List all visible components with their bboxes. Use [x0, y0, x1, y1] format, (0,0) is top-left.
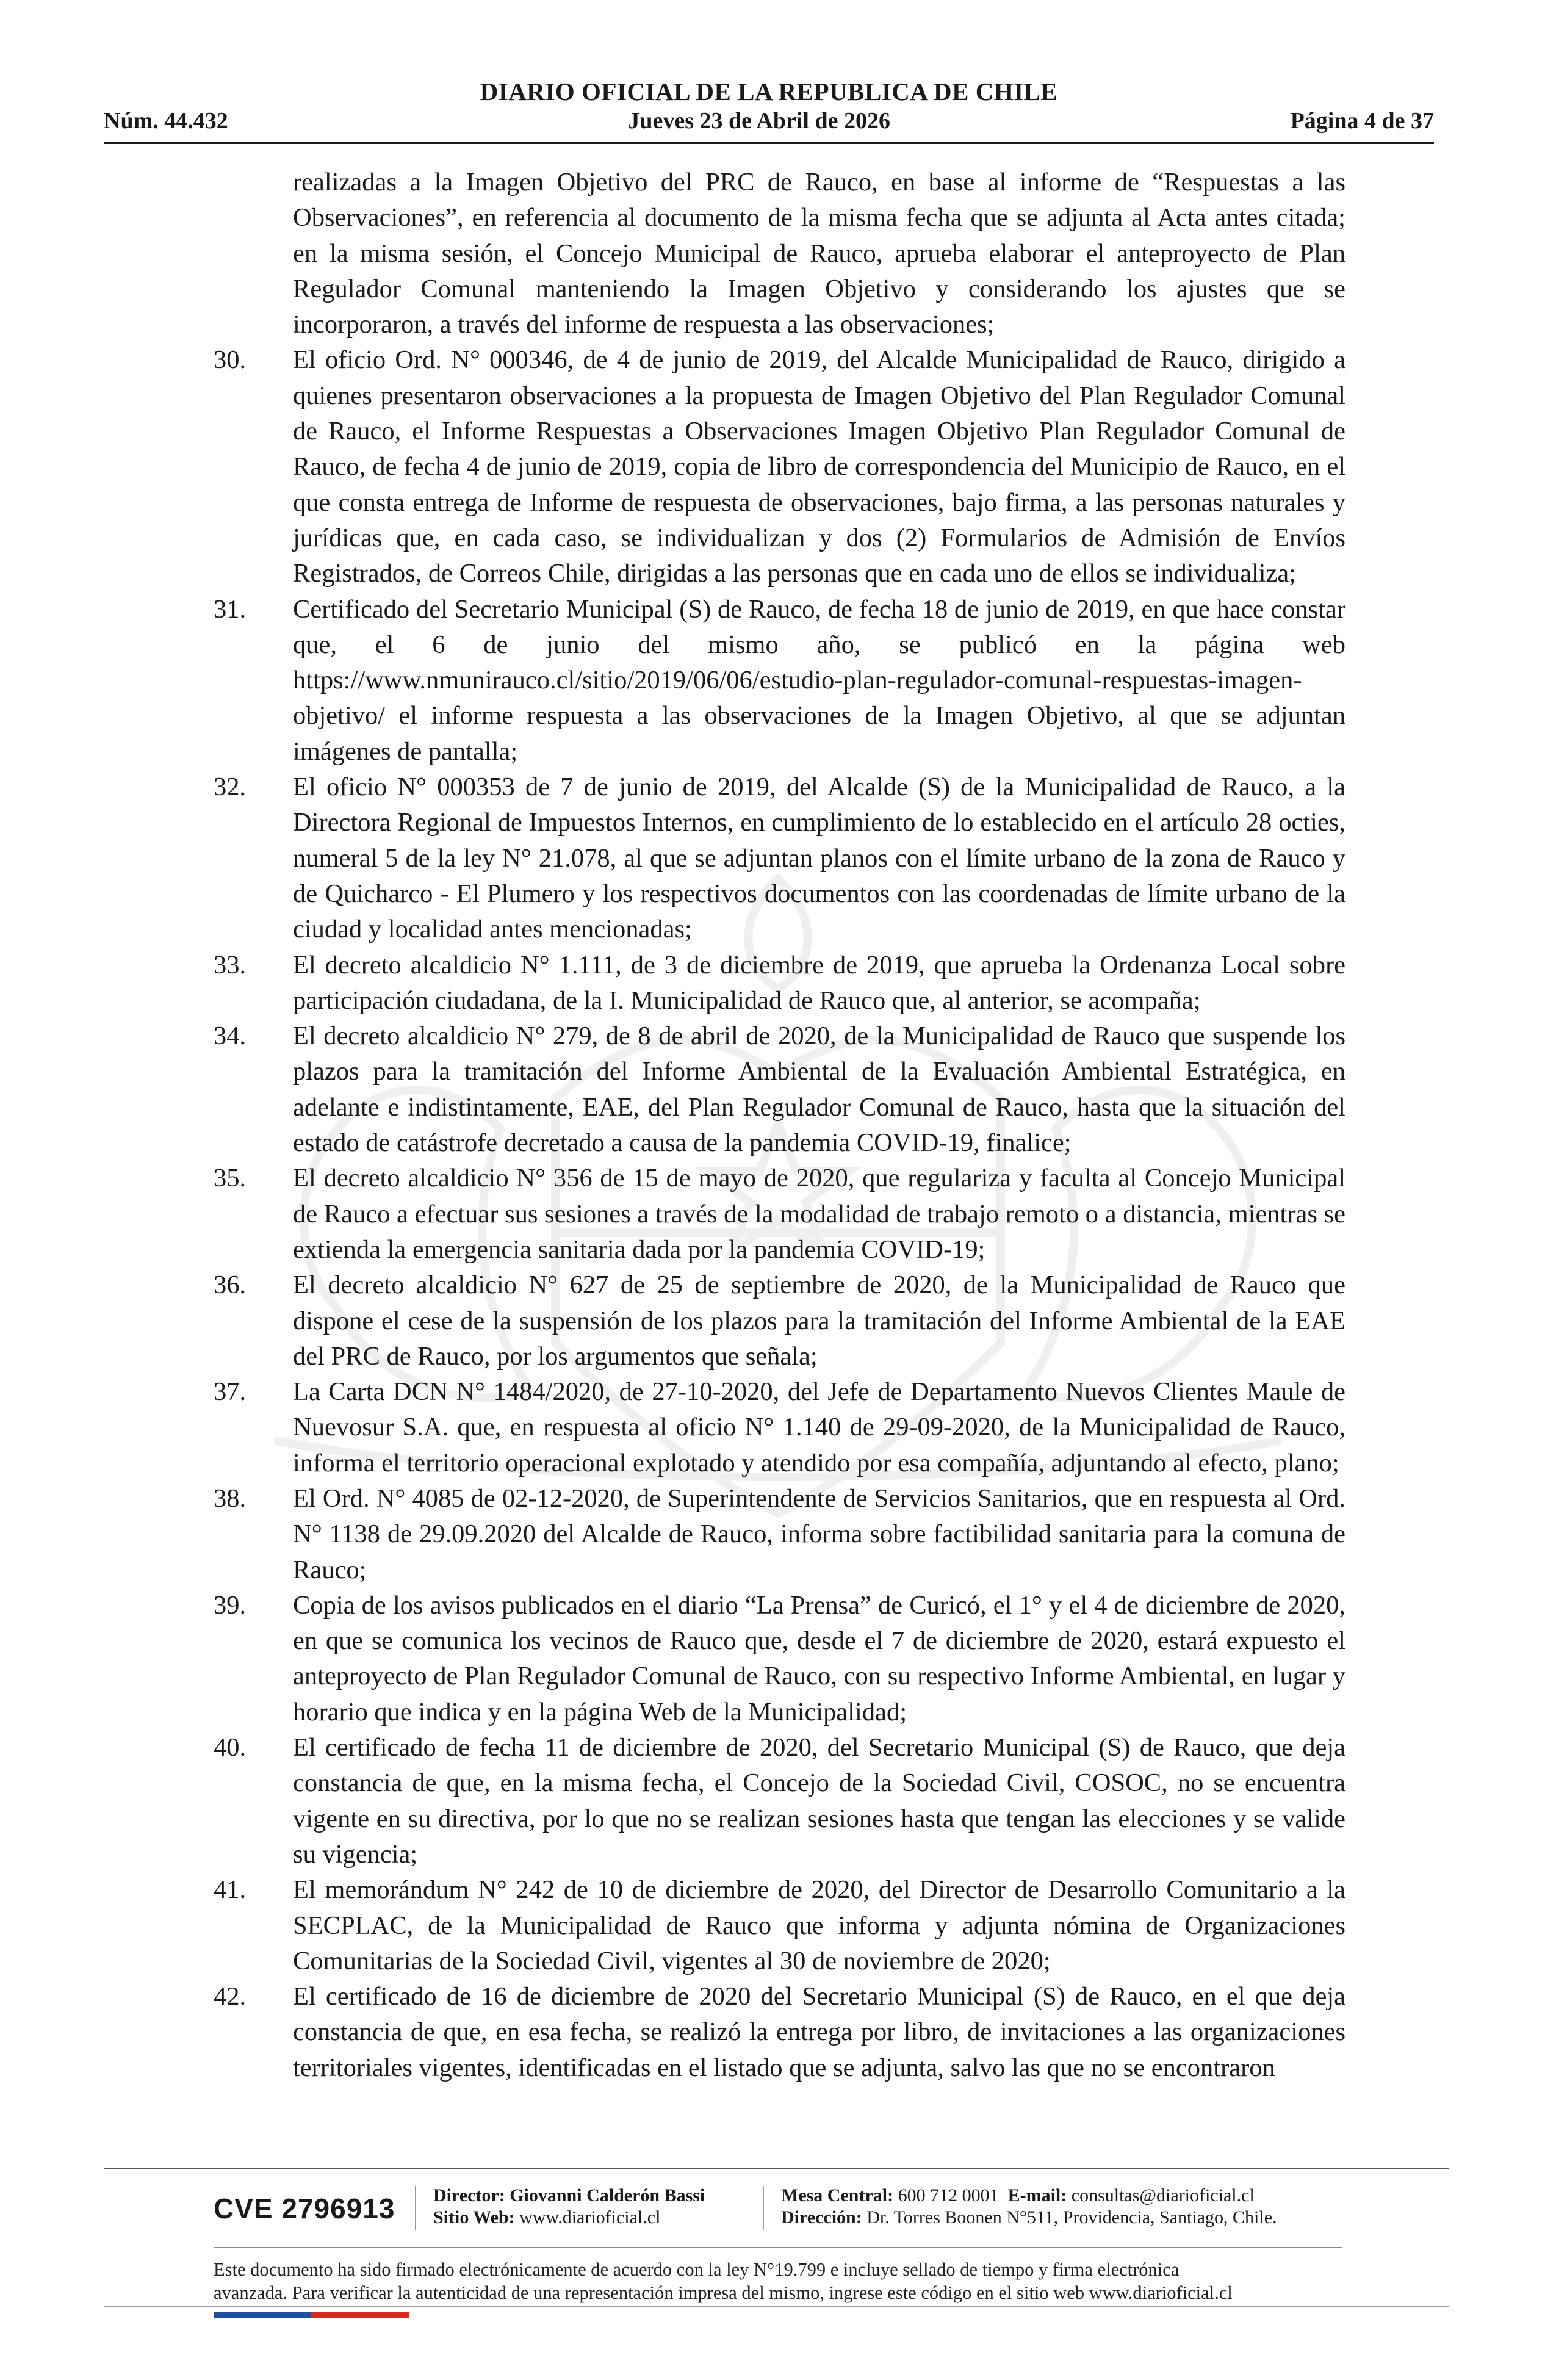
item-number: 33. — [214, 950, 247, 979]
footer-contact-block — [781, 2185, 1277, 2229]
director-label: Director: — [433, 2185, 505, 2205]
list-item — [214, 1268, 1345, 1374]
flag-blue — [214, 2312, 311, 2318]
phone-number: 600 712 0001 — [898, 2185, 999, 2205]
item-text: El certificado de 16 de diciembre de 2020 del Secretario Municipal (S) de Rauco, en el que deja constancia de que, en esa fecha, se realizó la entrega por libro, de invitaciones a las organizaciones territoriales vigentes, identificadas en el listado que se adjunta, salvo las que no se encontraron — [293, 1982, 1345, 2082]
list-item — [214, 1374, 1345, 1481]
footer-director-block — [433, 2185, 705, 2229]
item-number: 37. — [214, 1377, 247, 1407]
director-name: Giovanni Calderón Bassi — [510, 2185, 705, 2205]
flag-red — [311, 2312, 409, 2318]
flag-stripe — [214, 2312, 409, 2318]
site-url[interactable]: www.diarioficial.cl — [519, 2207, 661, 2227]
issue-date: Jueves 23 de Abril de 2026 — [628, 108, 890, 134]
item-number: 38. — [214, 1484, 247, 1513]
item-text: El decreto alcaldicio N° 279, de 8 de abril de 2020, de la Municipalidad de Rauco que suspende los plazos para la tramitación del Informe Ambiental de la Evaluación Ambiental Estratégica, en adelante e indistintamente, EAE, del Plan Regulador Comunal de Rauco, hasta que la situación del estado de catástrofe decretado a causa de la pandemia COVID-19, finalice; — [293, 1022, 1345, 1158]
footer-divider — [415, 2186, 416, 2230]
phone-label: Mesa Central: — [781, 2185, 894, 2205]
item-text: El oficio N° 000353 de 7 de junio de 2019, del Alcalde (S) de la Municipalidad de Rauco, a la Directora Regional de Impuestos Internos, en cumplimiento de lo establecido en el artículo 28 octies, numeral 5 de la ley N° 21.078, al que se adjuntan planos con el límite urbano de la zona de Rauco y de Quicharco - El Plumero y los respectivos documentos con las coordenadas de límite urbano de la ciudad y localidad antes mencionadas; — [293, 773, 1345, 944]
list-item — [214, 1979, 1345, 2086]
item-text: El certificado de fecha 11 de diciembre de 2020, del Secretario Municipal (S) de Rauco, que deja constancia de que, en la misma fecha, el Concejo de la Sociedad Civil, COSOC, no se encuentra vigente en su directiva, por lo que no se realizan sesiones hasta que tengan las elecciones y se valide su vigencia; — [293, 1733, 1345, 1869]
document-body — [214, 165, 1345, 2086]
page-number: Página 4 de 37 — [1290, 108, 1434, 134]
item-text: Copia de los avisos publicados en el diario “La Prensa” de Curicó, el 1° y el 4 de diciembre de 2020, en que se comunica los vecinos de Rauco que, desde el 7 de diciembre de 2020, estará expuesto el anteproyecto de Plan Regulador Comunal de Rauco, con su respectivo Informe Ambiental, en lugar y horario que indica y en la página Web de la Municipalidad; — [293, 1590, 1345, 1726]
list-item — [214, 770, 1345, 947]
item-text: La Carta DCN N° 1484/2020, de 27-10-2020, del Jefe de Departamento Nuevos Clientes Maule de Nuevosur S.A. que, en respuesta al oficio N° 1.140 de 29-09-2020, de la Municipalidad de Rauco, informa el territorio operacional explotado y atendido por esa compañía, adjuntando al efecto, plano; — [293, 1377, 1345, 1477]
item-text: El decreto alcaldicio N° 1.111, de 3 de diciembre de 2019, que aprueba la Ordenanza Local sobre participación ciudadana, de la I. Municipalidad de Rauco que, al anterior, se acompaña; — [293, 950, 1345, 1015]
list-item — [214, 1588, 1345, 1730]
list-item — [214, 342, 1345, 591]
intro-paragraph: realizadas a la Imagen Objetivo del PRC de Rauco, en base al informe de “Respuestas a las Observaciones”, en referencia al documento de la misma fecha que se adjunta al Acta antes citada; en la misma sesión, el Concejo Municipal de Rauco, aprueba elaborar el anteproyecto de Plan Regulador Comunal manteniendo la Imagen Objetivo y considerando los ajustes que se incorporaron, a través del informe de respuesta a las observaciones; — [293, 168, 1345, 339]
site-label: Sitio Web: — [433, 2207, 515, 2227]
signature-notice — [214, 2258, 1373, 2304]
list-item — [214, 1481, 1345, 1588]
list-item — [214, 948, 1345, 1019]
cve-code: CVE 2796913 — [214, 2193, 395, 2224]
item-number: 31. — [214, 594, 247, 624]
masthead: DIARIO OFICIAL DE LA REPUBLICA DE CHILE — [480, 78, 1058, 106]
item-text: El Ord. N° 4085 de 02-12-2020, de Superintendente de Servicios Sanitarios, que en respuesta al Ord. N° 1138 de 29.09.2020 del Alcalde de Rauco, informa sobre factibilidad sanitaria para la comuna de Rauco; — [293, 1484, 1345, 1584]
item-number: 35. — [214, 1164, 247, 1193]
item-number: 40. — [214, 1733, 247, 1762]
notice-line: avanzada. Para verificar la autenticidad de una representación impresa del mismo, ingrese este código en el sitio web www.diarioficial.cl — [214, 2282, 1233, 2303]
page-header — [104, 72, 1434, 139]
item-text: El memorándum N° 242 de 10 de diciembre de 2020, del Director de Desarrollo Comunitario a la SECPLAC, de la Municipalidad de Rauco que informa y adjunta nómina de Organizaciones Comunitarias de la Sociedad Civil, vigentes al 30 de noviembre de 2020; — [293, 1875, 1345, 1975]
item-text: El oficio Ord. N° 000346, de 4 de junio de 2019, del Alcalde Municipalidad de Rauco, dirigido a quienes presentaron observaciones a la propuesta de Imagen Objetivo del Plan Regulador Comunal de Rauco, el Informe Respuestas a Observaciones Imagen Objetivo Plan Regulador Comunal de Rauco, de fecha 4 de junio de 2019, copia de libro de correspondencia del Municipio de Rauco, en el que consta entrega de Informe de respuesta de observaciones, bajo firma, a las personas naturales y jurídicas que, en cada caso, se individualizan y dos (2) Formularios de Admisión de Envíos Registrados, de Correos Chile, dirigidas a las personas que en cada uno de ellos se individualiza; — [293, 345, 1345, 588]
footer-divider — [763, 2186, 764, 2230]
item-text: Certificado del Secretario Municipal (S) de Rauco, de fecha 18 de junio de 2019, en que hace constar que, el 6 de junio del mismo año, se publicó en la página web https://www.nmunirauco.cl/sitio/2019/06/06/estudio-plan-regulador-comunal-respuestas-imagen-objetivo/ el informe respuesta a las observaciones de la Imagen Objetivo, al que se adjuntan imágenes de pantalla; — [293, 594, 1345, 766]
item-number: 34. — [214, 1022, 247, 1051]
footer-rule-top — [104, 2168, 1449, 2169]
item-number: 41. — [214, 1875, 247, 1905]
item-text: El decreto alcaldicio N° 627 de 25 de septiembre de 2020, de la Municipalidad de Rauco que dispone el cese de la suspensión de los plazos para la tramitación del Informe Ambiental de la EAE del PRC de Rauco, por los argumentos que señala; — [293, 1271, 1345, 1371]
item-number: 39. — [214, 1590, 247, 1620]
issue-number: Núm. 44.432 — [104, 108, 228, 134]
list-item — [214, 1872, 1345, 1979]
item-number: 32. — [214, 773, 247, 802]
header-rule — [104, 142, 1434, 144]
item-number: 36. — [214, 1271, 247, 1300]
list-item — [214, 1730, 1345, 1872]
footer-separator — [214, 2247, 1342, 2248]
address-text: Dr. Torres Boonen N°511, Providencia, Santiago, Chile. — [866, 2207, 1277, 2227]
notice-line: Este documento ha sido firmado electrónicamente de acuerdo con la ley N°19.799 e incluye sellado de tiempo y firma electrónica — [214, 2259, 1180, 2280]
email-address[interactable]: consultas@diarioficial.cl — [1071, 2185, 1255, 2205]
item-number: 30. — [214, 345, 247, 375]
header-row — [104, 107, 1434, 134]
page-footer — [214, 2179, 1342, 2252]
list-item — [214, 1019, 1345, 1161]
item-text: El decreto alcaldicio N° 356 de 15 de mayo de 2020, que regulariza y faculta al Concejo Municipal de Rauco a efectuar sus sesiones a través de la modalidad de trabajo remoto o a distancia, mientras se extienda la emergencia sanitaria dada por la pandemia COVID-19; — [293, 1164, 1345, 1264]
footer-rule-bottom — [104, 2306, 1449, 2307]
address-label: Dirección: — [781, 2207, 862, 2227]
email-label: E-mail: — [1007, 2185, 1067, 2205]
list-item — [214, 592, 1345, 770]
item-number: 42. — [214, 1982, 247, 2011]
list-item — [214, 1161, 1345, 1268]
